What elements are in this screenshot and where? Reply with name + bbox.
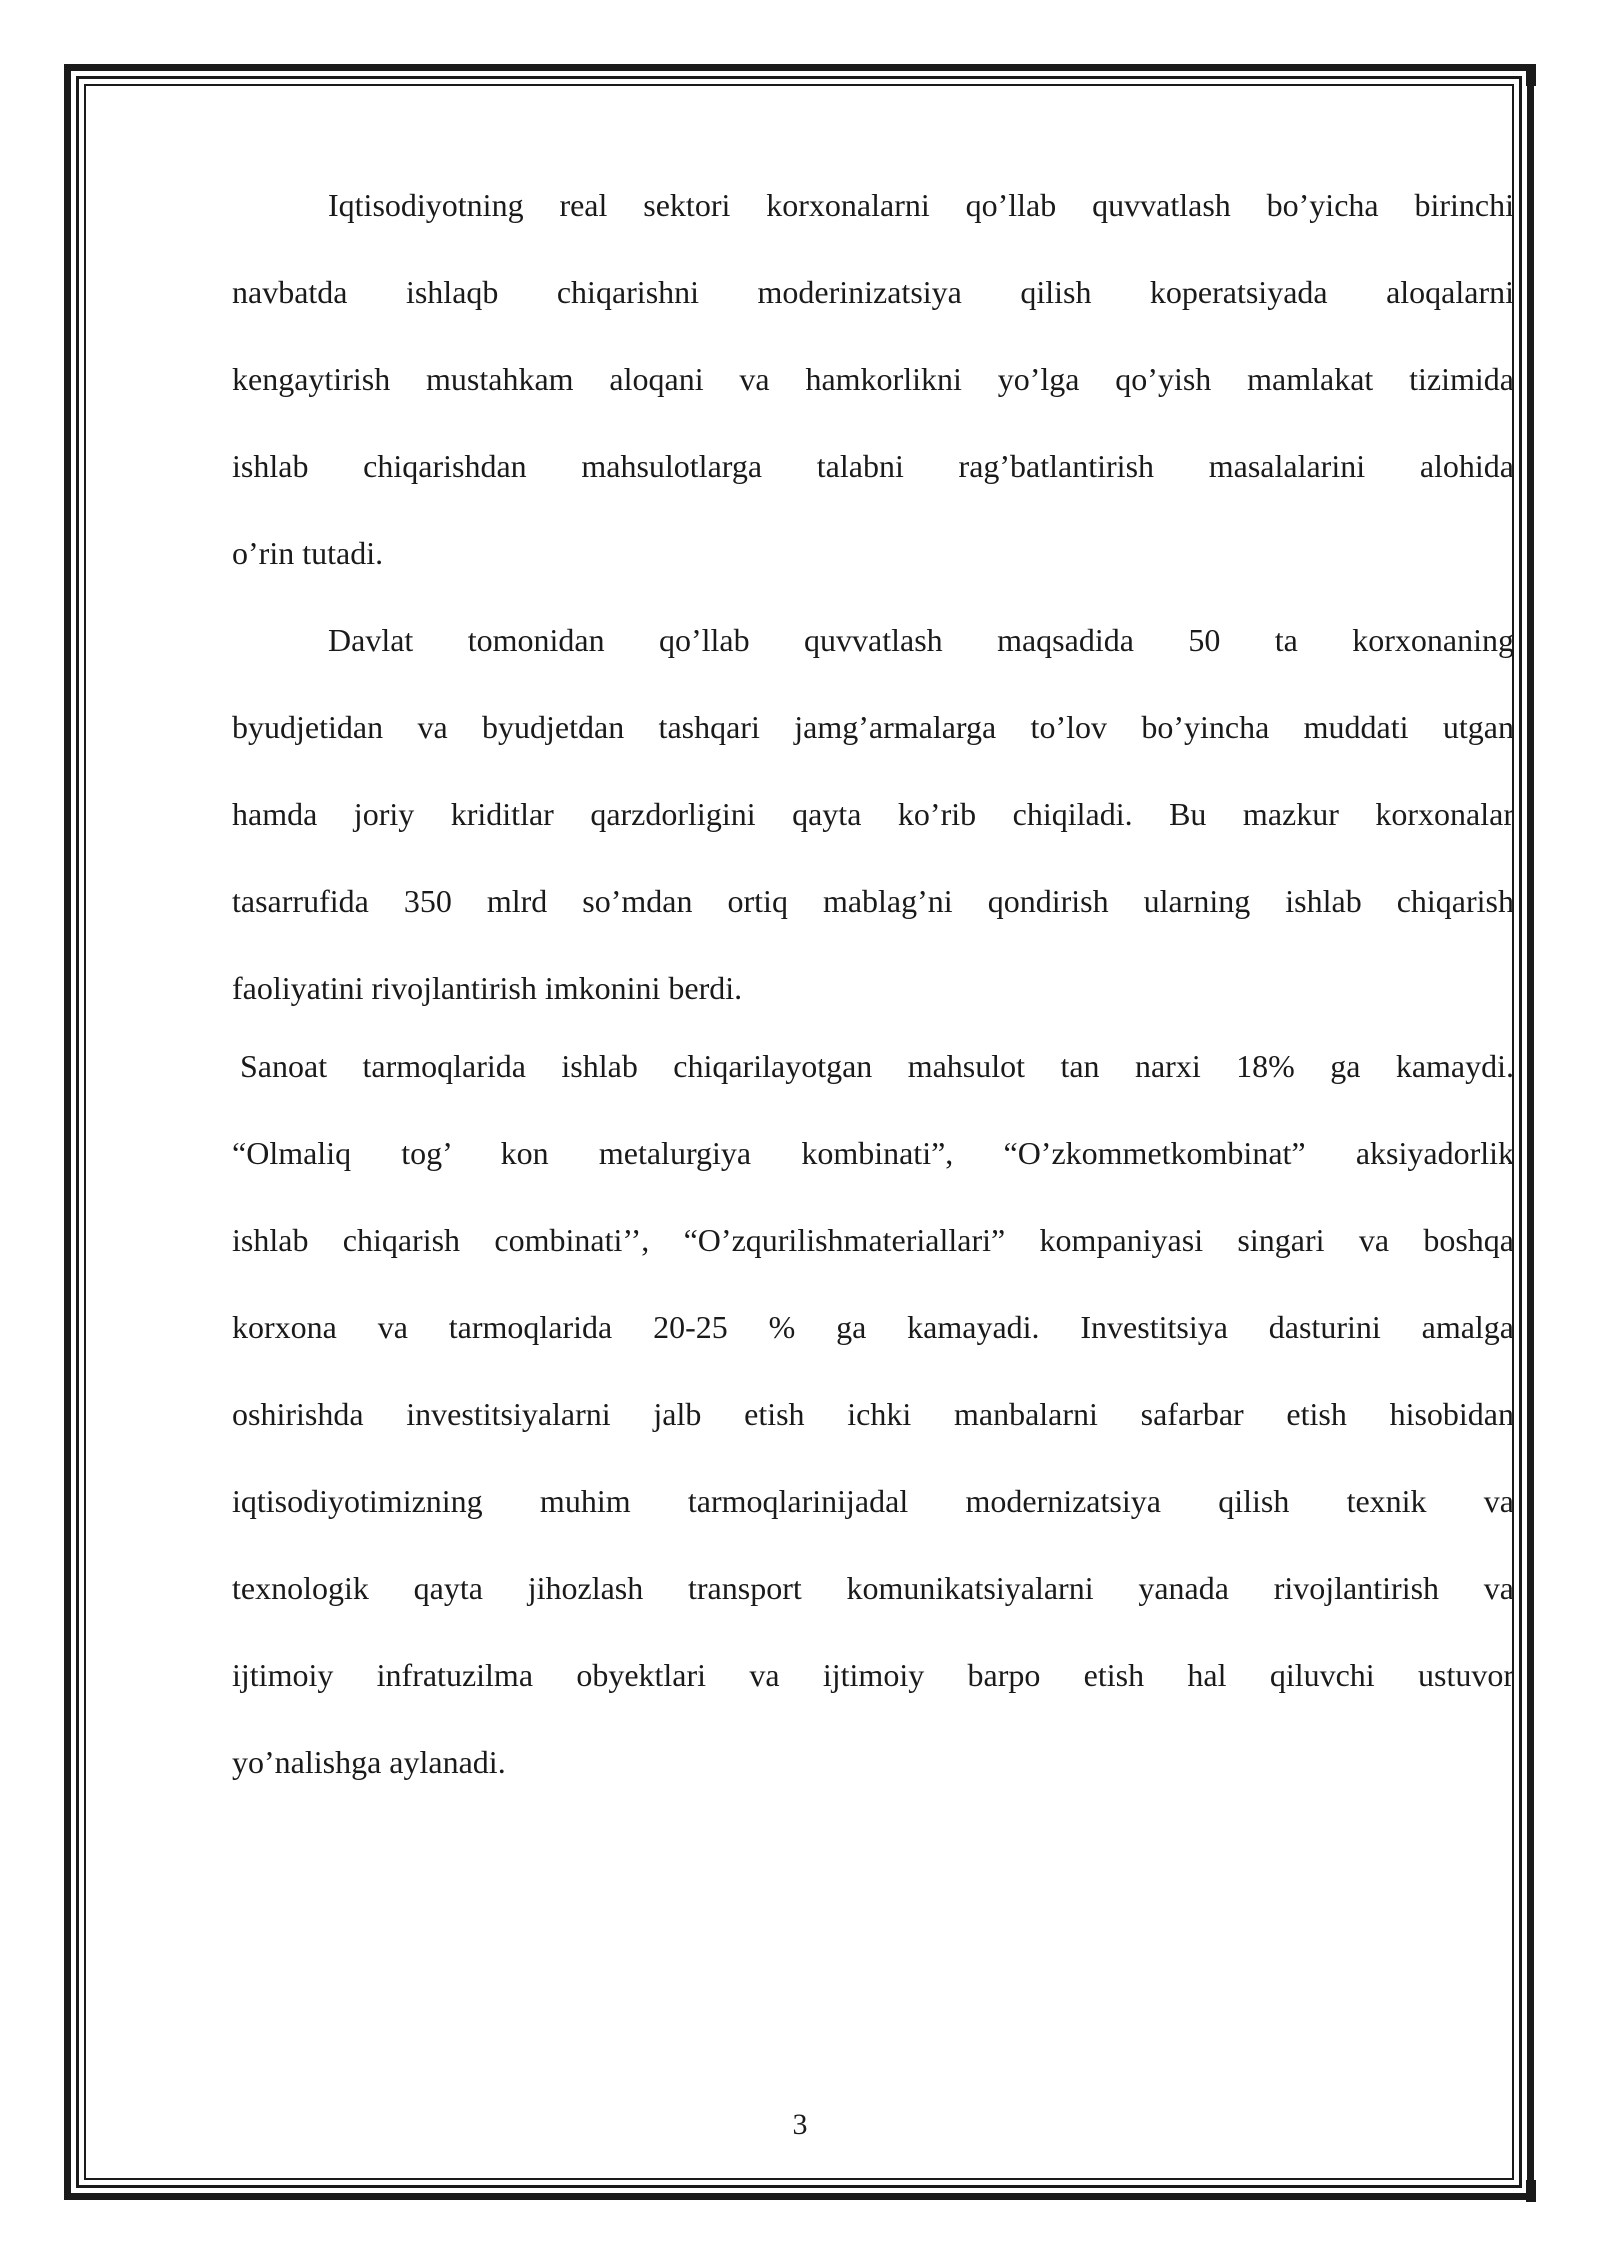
text-line: tasarrufida 350 mlrd so’mdan ortiq mablag’ni qondirish ularning ishlab chiqarish xyxy=(232,883,1514,919)
text-line: Sanoat tarmoqlarida ishlab chiqarilayotgan mahsulot tan narxi 18% ga kamaydi. xyxy=(240,1048,1514,1084)
page-number: 3 xyxy=(792,2108,808,2141)
text-line: kengaytirish mustahkam aloqani va hamkorlikni yo’lga qo’yish mamlakat tizimida xyxy=(232,361,1514,397)
text-line: texnologik qayta jihozlash transport komunikatsiyalarni yanada rivojlantirish va xyxy=(232,1570,1514,1606)
text-line: Iqtisodiyotning real sektori korxonalarni qo’llab quvvatlash bo’yicha birinchi xyxy=(328,187,1514,223)
paragraph-3 xyxy=(232,1041,1514,1824)
text-line: “Olmaliq tog’ kon metalurgiya kombinati”, “O’zkommetkombinat” aksiyadorlik xyxy=(232,1135,1514,1171)
text-line: hamda joriy kriditlar qarzdorligini qayta ko’rib chiqiladi. Bu mazkur korxonalar xyxy=(232,796,1514,832)
border-corner-top-right xyxy=(1526,64,1536,86)
paragraph-2 xyxy=(232,615,1514,1041)
text-line: faoliyatini rivojlantirish imkonini berdi. xyxy=(232,970,743,1006)
paragraph-1 xyxy=(232,180,1514,615)
text-line: korxona va tarmoqlarida 20-25 % ga kamayadi. Investitsiya dasturini amalga xyxy=(232,1309,1514,1345)
text-line: byudjetidan va byudjetdan tashqari jamg’armalarga to’lov bo’yincha muddati utgan xyxy=(232,709,1514,745)
text-line: oshirishda investitsiyalarni jalb etish ichki manbalarni safarbar etish hisobidan xyxy=(232,1396,1514,1432)
text-line: ishlab chiqarish combinati’’, “O’zqurilishmateriallari” kompaniyasi singari va boshqa xyxy=(232,1222,1514,1258)
border-corner-bottom-right xyxy=(1526,2180,1536,2202)
text-line: Davlat tomonidan qo’llab quvvatlash maqsadida 50 ta korxonaning xyxy=(328,622,1514,658)
text-line: ishlab chiqarishdan mahsulotlarga talabni rag’batlantirish masalalarini alohida xyxy=(232,448,1514,484)
text-line: iqtisodiyotimizning muhim tarmoqlarinijadal modernizatsiya qilish texnik va xyxy=(232,1483,1514,1519)
text-line: ijtimoiy infratuzilma obyektlari va ijtimoiy barpo etish hal qiluvchi ustuvor xyxy=(232,1657,1514,1693)
text-line: navbatda ishlaqb chiqarishni moderinizatsiya qilish koperatsiyada aloqalarni xyxy=(232,274,1514,310)
text-line: yo’nalishga aylanadi. xyxy=(232,1744,506,1780)
text-line: o’rin tutadi. xyxy=(232,535,384,571)
document-body xyxy=(232,180,1514,1824)
